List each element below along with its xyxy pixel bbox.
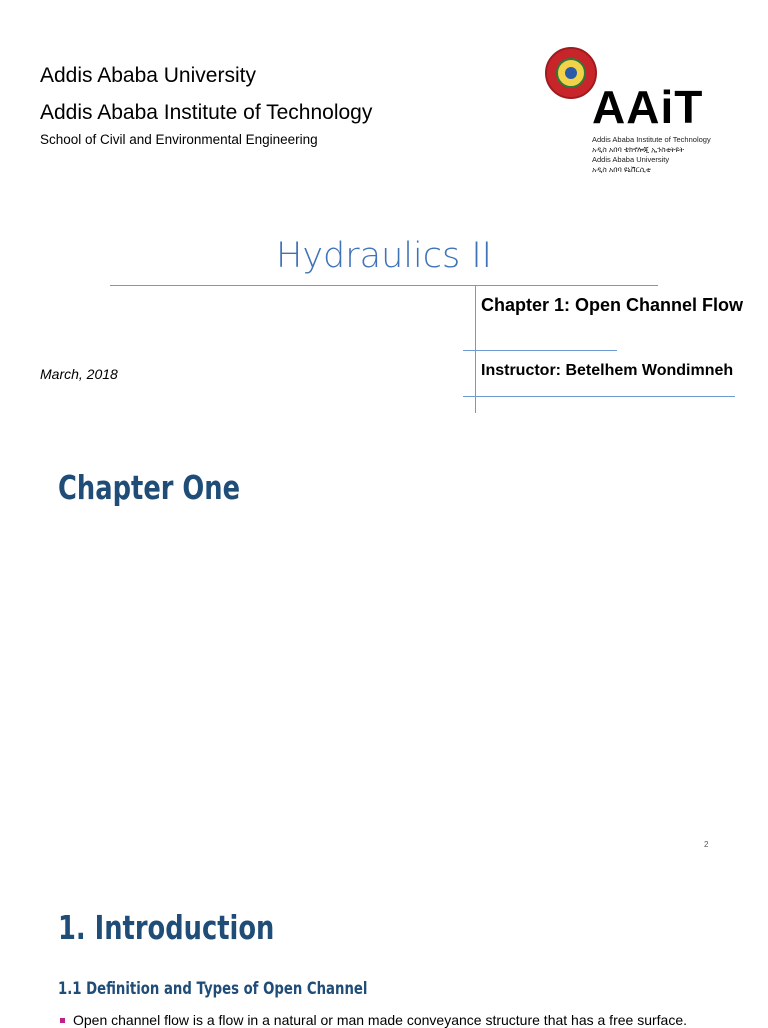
- logo-subline-3: Addis Ababa University: [592, 155, 670, 164]
- institute-name: Addis Ababa Institute of Technology: [40, 101, 373, 124]
- instructor-rule: [463, 396, 735, 397]
- vertical-rule: [475, 285, 476, 413]
- bullet-square-icon: [60, 1018, 65, 1023]
- page-number: 2: [704, 840, 709, 849]
- subsection-heading: 1.1 Definition and Types of Open Channel: [58, 979, 368, 999]
- school-name: School of Civil and Environmental Engineering: [40, 132, 318, 147]
- logo-subline-4: አዲስ አበባ ዩኒቨርሲቲ: [592, 165, 651, 174]
- title-rule: [110, 285, 658, 286]
- date-label: March, 2018: [40, 366, 118, 382]
- logo-subline-2: አዲስ አበባ ቴክኖሎጂ ኢንስቲትዩት: [592, 145, 685, 154]
- logo-subline-1: Addis Ababa Institute of Technology: [592, 135, 711, 144]
- aait-wordmark: AAiT: [592, 81, 704, 133]
- chapter-rule: [463, 350, 617, 351]
- bullet-text: Open channel flow is a flow in a natural or man made conveyance structure that has a free surface.: [73, 1012, 687, 1028]
- bullet-item: [60, 1012, 687, 1028]
- university-seal-icon: [545, 47, 597, 99]
- instructor-name: Instructor: Betelhem Wondimneh: [481, 362, 734, 379]
- chapter-heading: Chapter One: [58, 468, 241, 507]
- chapter-title: Chapter 1: Open Channel Flow: [481, 295, 744, 315]
- course-title: Hydraulics II: [276, 236, 492, 276]
- university-name: Addis Ababa University: [40, 64, 256, 87]
- section-heading: 1. Introduction: [58, 908, 275, 947]
